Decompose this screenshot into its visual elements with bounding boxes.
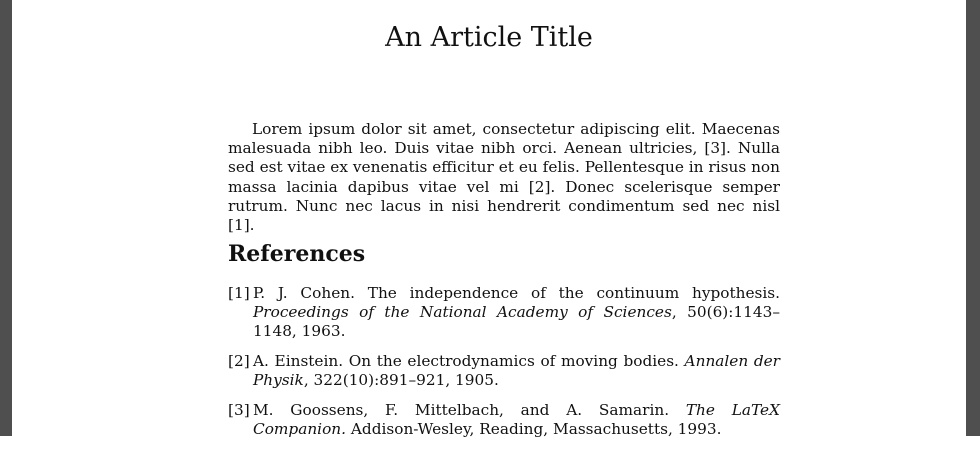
reference-details: Addison-Wesley, Reading, Massachusetts, 1993. <box>346 420 722 439</box>
viewer-left-edge <box>0 0 12 436</box>
reference-venue: Proceedings of the National Academy of Sciences <box>253 303 672 322</box>
reference-authors: A. Einstein. On the electrodynamics of moving bodies. <box>253 352 679 371</box>
reference-item <box>228 401 780 439</box>
reference-number: [2] <box>228 352 250 371</box>
reference-venue: Annalen der Physik <box>253 352 780 390</box>
reference-authors: P. J. Cohen. The independence of the continuum hypothesis. <box>253 284 780 302</box>
references-heading: References <box>228 241 366 267</box>
reference-number: [3] <box>228 401 250 420</box>
reference-details: , 50(6):1143–1148, 1963. <box>253 303 781 341</box>
reference-item <box>228 284 780 342</box>
article-title: An Article Title <box>385 22 593 54</box>
reference-details: , 322(10):891–921, 1905. <box>303 371 499 390</box>
reference-venue: The LaTeX Companion. <box>253 401 780 439</box>
reference-authors: M. Goossens, F. Mittelbach, and A. Samarin. <box>253 401 670 420</box>
body-paragraph: Lorem ipsum dolor sit amet, consectetur adipiscing elit. Maecenas malesuada nibh leo. Duis vitae nibh orci. Aenean ultricies, [3]. Nulla sed est vitae ex venenatis efficitur et eu felis. Pellentesque in risus non massa lacinia dapibus vitae vel mi [2]. Donec scelerisque semper rutrum. Nunc nec lacus in nisi hendrerit condimentum sed nec nisl [1]. <box>228 120 780 235</box>
document-page <box>12 0 966 439</box>
reference-item <box>228 352 780 390</box>
reference-list <box>228 284 780 450</box>
viewer-right-edge <box>966 0 980 436</box>
reference-number: [1] <box>228 284 250 302</box>
